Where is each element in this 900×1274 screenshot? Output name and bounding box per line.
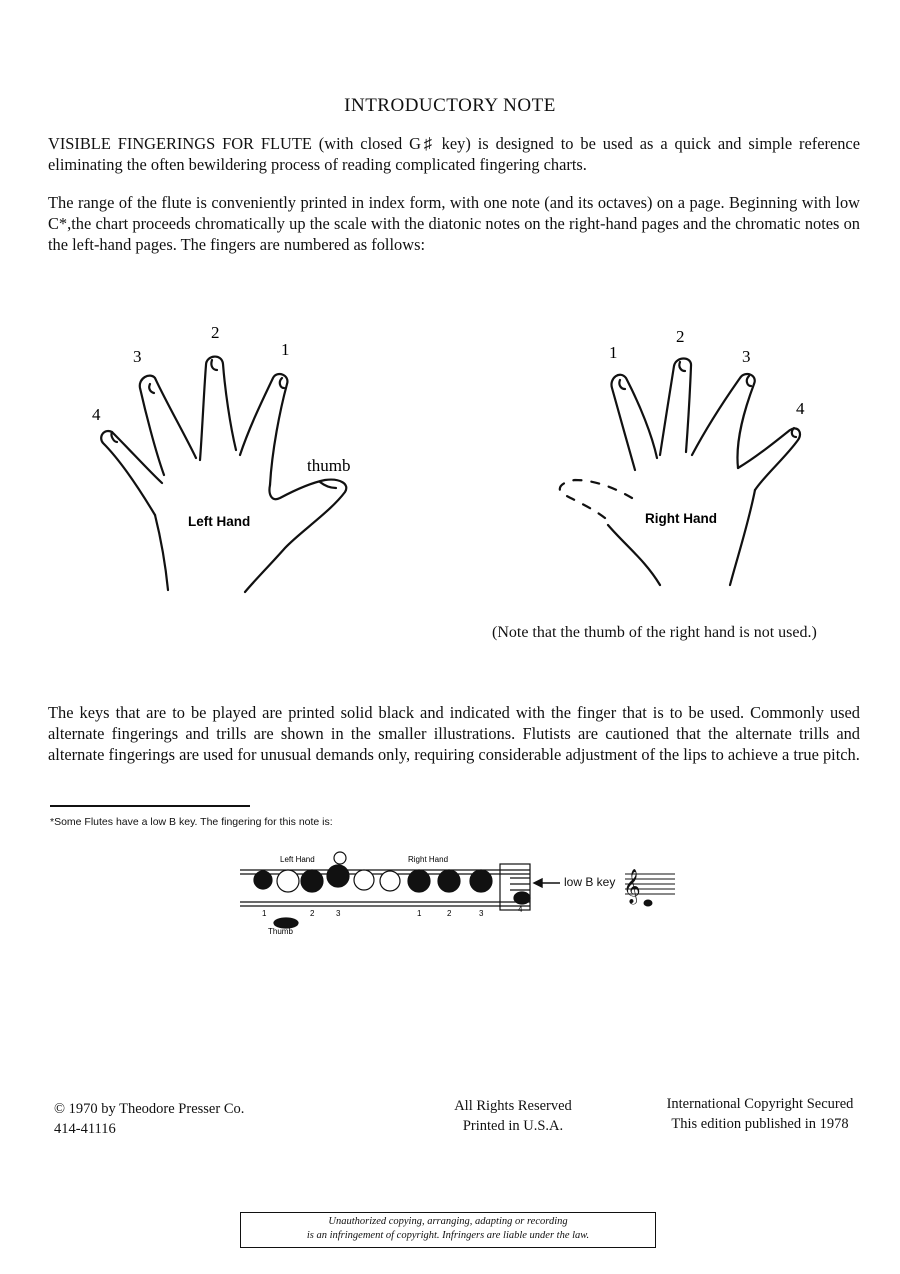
flute-fingering-diagram — [230, 848, 690, 943]
thumb-note: (Note that the thumb of the right hand is not used.) — [492, 624, 817, 641]
left-finger-1: 1 — [281, 340, 290, 359]
intro-paragraph-3: The keys that are to be played are printed solid black and indicated with the finger that is to be used. Commonly used alternate fingerings and trills are shown in the smaller illustrations. Flutists are cautioned that the alternate trills and alternate fingerings are used for unusual demands only, requiring considerable adjustment of the lips to achieve a true pitch. — [48, 703, 860, 764]
flute-num-7: 4 — [518, 905, 523, 914]
flute-num-5: 2 — [447, 909, 452, 918]
flute-labels — [262, 855, 523, 936]
edition-published: This edition published in 1978 — [671, 1116, 849, 1132]
flute-num-2: 2 — [310, 909, 315, 918]
flute-num-3: 3 — [336, 909, 341, 918]
flute-left-hand-label: Left Hand — [280, 855, 315, 864]
rights-reserved: All Rights Reserved — [454, 1098, 572, 1114]
right-finger-3: 3 — [742, 347, 751, 366]
arrow-icon — [534, 879, 560, 887]
right-finger-4: 4 — [796, 399, 805, 418]
left-finger-2: 2 — [211, 323, 220, 342]
flute-num-6: 3 — [479, 909, 484, 918]
left-thumb-label: thumb — [307, 456, 351, 475]
left-hand-numbers — [92, 323, 350, 529]
right-hand-label: Right Hand — [645, 511, 717, 526]
printed-in: Printed in U.S.A. — [462, 1118, 564, 1134]
footnote-divider — [50, 805, 250, 807]
catalog-number: 414-41116 — [54, 1121, 116, 1137]
footer-right — [640, 1094, 880, 1134]
hands-illustration — [0, 300, 900, 620]
low-b-key-label: low B key — [564, 875, 616, 889]
warning-line-2: is an infringement of copyright. Infringers are liable under the law. — [306, 1230, 590, 1241]
flute-num-4: 1 — [417, 909, 422, 918]
right-finger-1: 1 — [609, 343, 618, 362]
right-hand-outline — [560, 359, 800, 586]
intro-paragraph-1: VISIBLE FINGERINGS FOR FLUTE (with closed G♯ key) is designed to be used as a quick and simple reference eliminating the often bewildering process of reading complicated fingering charts. — [48, 134, 860, 174]
flute-right-hand-label: Right Hand — [408, 855, 449, 864]
left-finger-4: 4 — [92, 405, 101, 424]
left-finger-3: 3 — [133, 347, 142, 366]
international-copyright: International Copyright Secured — [666, 1096, 854, 1112]
flute-num-1: 1 — [262, 909, 267, 918]
warning-line-1: Unauthorized copying, arranging, adapting or recording — [328, 1216, 568, 1227]
copyright-line: © 1970 by Theodore Presser Co. — [54, 1101, 245, 1117]
page-title: INTRODUCTORY NOTE — [344, 95, 556, 116]
staff-icon — [623, 869, 675, 906]
footnote: *Some Flutes have a low B key. The fingering for this note is: — [50, 816, 333, 828]
copyright-warning-box — [240, 1212, 656, 1248]
intro-paragraph-2: The range of the flute is conveniently printed in index form, with one note (and its octaves) on a page. Beginning with low C*,the chart proceeds chromatically up the scale with the diatonic notes on the right-hand pages and the chromatic notes on the left-hand pages. The fingers are numbered as follows: — [48, 193, 860, 254]
right-finger-2: 2 — [676, 327, 685, 346]
treble-clef-icon: 𝄞 — [623, 869, 641, 904]
flute-thumb-label: Thumb — [268, 927, 293, 936]
left-hand-label: Left Hand — [188, 514, 251, 529]
